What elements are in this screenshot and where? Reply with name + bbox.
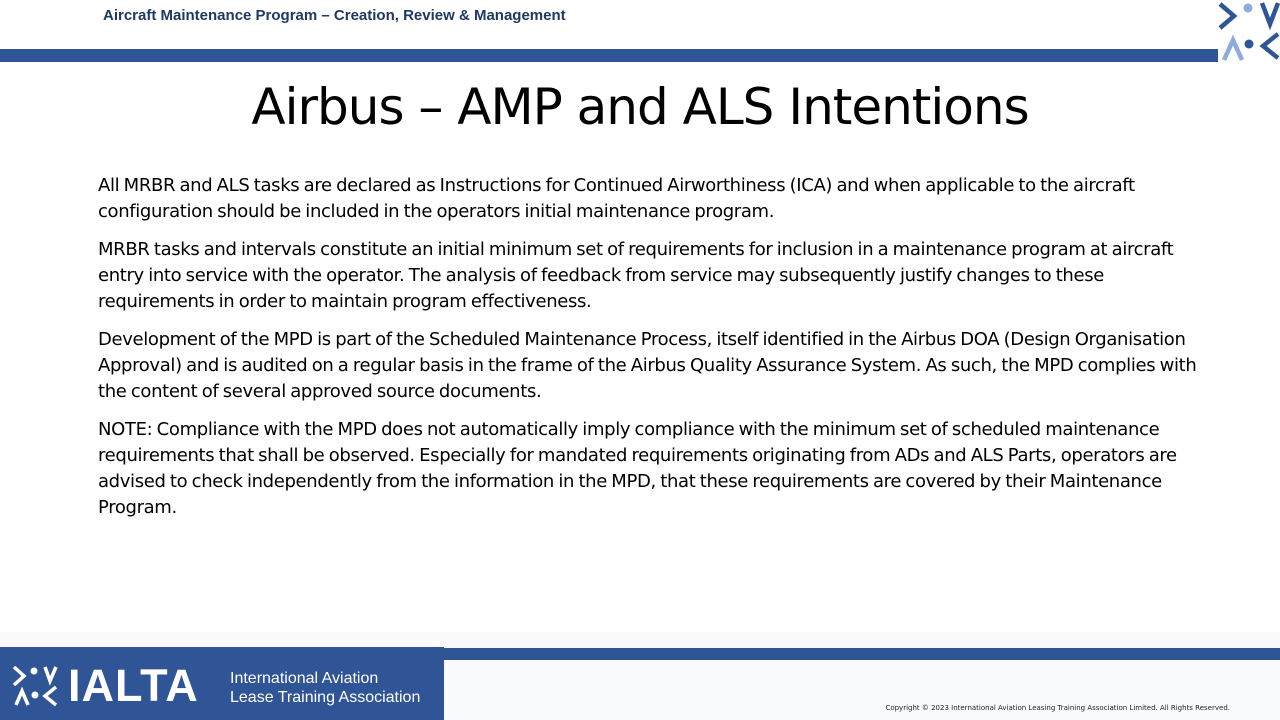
- footer-org-name-line2: Lease Training Association: [230, 689, 421, 706]
- header-bar: [0, 49, 1218, 62]
- slide-body: [98, 173, 1223, 533]
- ialta-footer-mark-icon: [12, 665, 58, 707]
- footer-logo-text: IALTA: [68, 660, 199, 711]
- footer-logo: [0, 647, 444, 720]
- paragraph-mpd-development: Development of the MPD is part of the Scheduled Maintenance Process, itself identified in the Airbus DOA (Design Organisation Approval) and is audited on a regular basis in the frame of the Airbus Quality Assurance System. As such, the MPD complies with the content of several approved source documents.: [98, 329, 1197, 402]
- footer-org-name-line1: International Aviation: [230, 670, 379, 687]
- paragraph-note: NOTE: Compliance with the MPD does not automatically imply compliance with the minimum set of scheduled maintenance requirements that shall be observed. Especially for mandated requirements originating from ADs and ALS Parts, operators are advised to check independently from the information in the MPD, that these requirements are covered by their Maintenance Program.: [98, 419, 1177, 518]
- slide-title: Airbus – AMP and ALS Intentions: [251, 78, 1029, 136]
- footer-org-name: [230, 669, 420, 707]
- paragraph-mrbr: MRBR tasks and intervals constitute an initial minimum set of requirements for inclusion in a maintenance program at aircraft entry into service with the operator. The analysis of feedback from service may subsequently justify changes to these requirements in order to maintain program effectiveness.: [98, 239, 1174, 312]
- copyright-notice: Copyright © 2023 International Aviation Leasing Training Association Limited. All Rights Reserved.: [885, 704, 1230, 712]
- ialta-mark-icon: [1218, 0, 1280, 62]
- paragraph-ica: All MRBR and ALS tasks are declared as Instructions for Continued Airworthiness (ICA) and when applicable to the aircraft configuration should be included in the operators initial maintenance program.: [98, 175, 1135, 222]
- header-title: Aircraft Maintenance Program – Creation, Review & Management: [103, 7, 566, 24]
